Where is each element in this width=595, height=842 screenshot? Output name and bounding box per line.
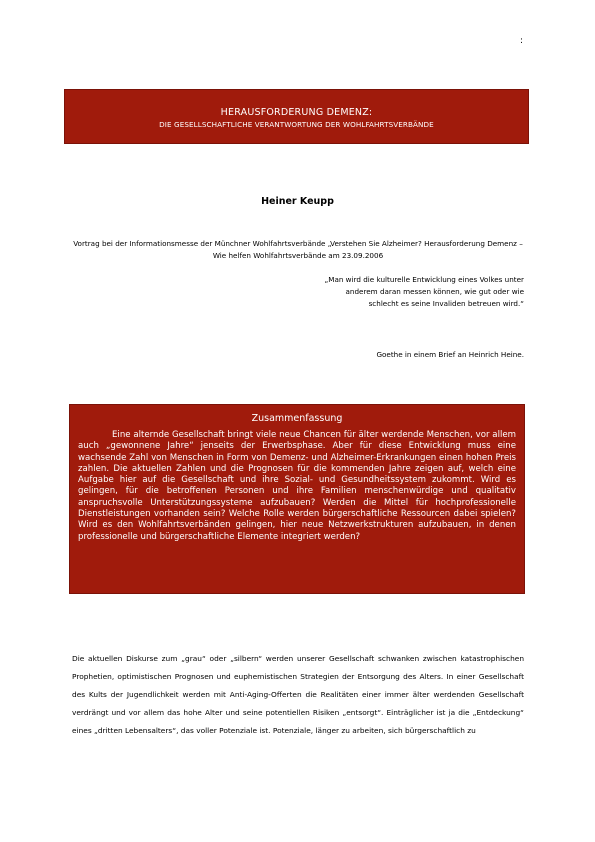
summary-title: Zusammenfassung bbox=[251, 413, 343, 424]
epigraph-source: Goethe in einem Brief an Heinrich Heine. bbox=[376, 350, 524, 359]
summary-box bbox=[69, 404, 525, 594]
body-paragraph: Die aktuellen Diskurse zum „grau“ oder „silbern“ werden unserer Gesellschaft schwanken zwischen katastrophischen Prophetien, optimistischen Prognosen und euphemistischen Strategien der Entsorgung des Alters. In einer Gesellschaft des Kults der Jugendlichkeit werden mit Anti-Aging-Offerten die Realitäten einer immer älter werdenden Gesellschaft verdrängt und vor allem das hohe Alter und seine potentiellen Risiken „entsorgt“. Einträglicher ist ja die „Entdeckung“ eines „dritten Lebensalters“, das voller Potenziale ist. Potenziale, länger zu arbeiten, sich bürgerschaftlich zu bbox=[72, 654, 524, 735]
epigraph-quote: „Man wird die kulturelle Entwicklung eines Volkes unter anderem daran messen können, wie gut oder wie schlecht es seine Invaliden betreuen wird.“ bbox=[324, 275, 524, 308]
summary-text: Eine alternde Gesellschaft bringt viele neue Chancen für älter werdende Menschen, vor allem auch „gewonnene Jahre“ jenseits der Erwerbsphase. Aber für diese Entwicklung muss eine wachsende Zahl von Menschen in Form von Demenz- und Alzheimer-Erkrankungen einen hohen Preis zahlen. Die aktuellen Zahlen und die Prognosen für die kommenden Jahre zeigen auf, welch eine Aufgabe hier auf die Gesellschaft und ihre Sozial- und Gesundheitssystem zukommt. Wird es gelingen, für die betroffenen Personen und ihre Familien menschenwürdige und qualitativ anspruchsvolle Unterstützungssysteme aufzubauen? Werden die Mittel für hochprofessionelle Dienstleistungen vorhanden sein? Welche Rolle werden bürgerschaftliche Ressourcen dabei spielen? Wird es den Wohlfahrtsverbänden gelingen, hier neue Netzwerkstrukturen aufzubauen, in denen professionelle und bürgerschaftliche Elemente integriert werden? bbox=[78, 430, 516, 542]
corner-mark: : bbox=[520, 36, 524, 46]
document-subtitle: DIE GESELLSCHAFTLICHE VERANTWORTUNG DER WOHLFAHRTSVERBÄNDE bbox=[159, 120, 434, 129]
lecture-info: Vortrag bei der Informationsmesse der Münchner Wohlfahrtsverbände „Verstehen Sie Alzheimer? Herausforderung Demenz – Wie helfen Wohlfahrtsverbände am 23.09.2006 bbox=[73, 239, 523, 260]
author-name: Heiner Keupp bbox=[261, 196, 334, 207]
document-title: HERAUSFORDERUNG DEMENZ: bbox=[220, 107, 373, 118]
title-box bbox=[64, 89, 529, 144]
